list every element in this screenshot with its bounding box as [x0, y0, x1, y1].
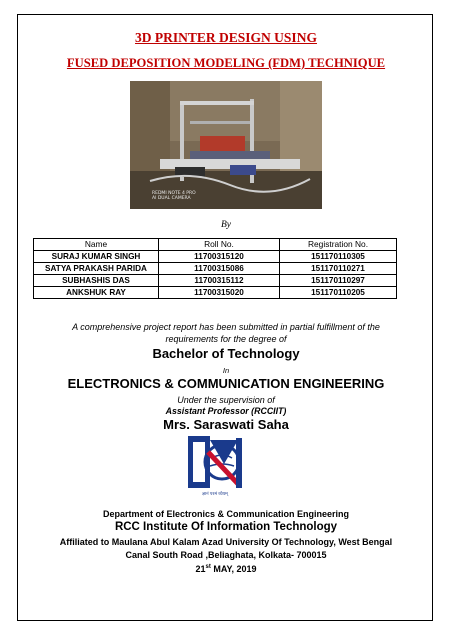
table-row [34, 251, 397, 263]
photo-watermark-line-2: AI DUAL CAMERA [152, 196, 191, 201]
member-roll-no: 11700315112 [159, 275, 280, 287]
member-registration-no: 151170110271 [280, 263, 397, 275]
institute-name: RCC Institute Of Information Technology [114, 521, 338, 533]
header-registration-no: Registration No. [280, 239, 397, 251]
member-registration-no: 151170110305 [280, 251, 397, 263]
by-label: By [220, 220, 232, 230]
member-registration-no: 151170110205 [280, 287, 397, 299]
header-roll-no: Roll No. [159, 239, 280, 251]
submission-date [0, 564, 452, 574]
department-name: Department of Electronics & Communication Engineering [102, 509, 350, 519]
member-roll-no: 11700315120 [159, 251, 280, 263]
table-row [34, 287, 397, 299]
date-day: 21 [195, 564, 206, 574]
branch-title: ELECTRONICS & COMMUNICATION ENGINEERING [67, 376, 385, 391]
in-label: In [222, 366, 230, 375]
printer-photo [130, 81, 322, 209]
affiliation: Affiliated to Maulana Abul Kalam Azad University Of Technology, West Bengal [59, 537, 393, 547]
photo-watermark-line-1: REDMI NOTE 4 PRO [152, 191, 196, 196]
header-name: Name [34, 239, 159, 251]
date-suffix: st [205, 564, 211, 570]
submission-line-1: A comprehensive project report has been submitted in partial fulfillment of the [72, 322, 380, 332]
member-name: SURAJ KUMAR SINGH [34, 251, 159, 263]
supervision-label: Under the supervision of [177, 395, 275, 405]
submission-line-2: requirements for the degree of [165, 334, 287, 344]
rcciit-logo [186, 434, 266, 498]
logo-motto: ज्ञानं परमं ध्येयम् [202, 491, 228, 496]
table-row [34, 275, 397, 287]
members-table [33, 238, 397, 299]
supervisor-name: Mrs. Saraswati Saha [163, 417, 289, 432]
table-header-row [34, 239, 397, 251]
member-name: SUBHASHIS DAS [34, 275, 159, 287]
member-roll-no: 11700315086 [159, 263, 280, 275]
member-name: ANKSHUK RAY [34, 287, 159, 299]
title-line-2: FUSED DEPOSITION MODELING (FDM) TECHNIQUE [66, 56, 386, 70]
member-registration-no: 151170110297 [280, 275, 397, 287]
title-line-1: 3D PRINTER DESIGN USING [135, 30, 317, 45]
date-rest: MAY, 2019 [210, 564, 257, 574]
supervisor-role: Assistant Professor (RCCIIT) [165, 406, 287, 416]
degree-title: Bachelor of Technology [152, 346, 300, 361]
table-row [34, 263, 397, 275]
address: Canal South Road ,Beliaghata, Kolkata- 700015 [125, 550, 327, 560]
member-name: SATYA PRAKASH PARIDA [34, 263, 159, 275]
member-roll-no: 11700315020 [159, 287, 280, 299]
